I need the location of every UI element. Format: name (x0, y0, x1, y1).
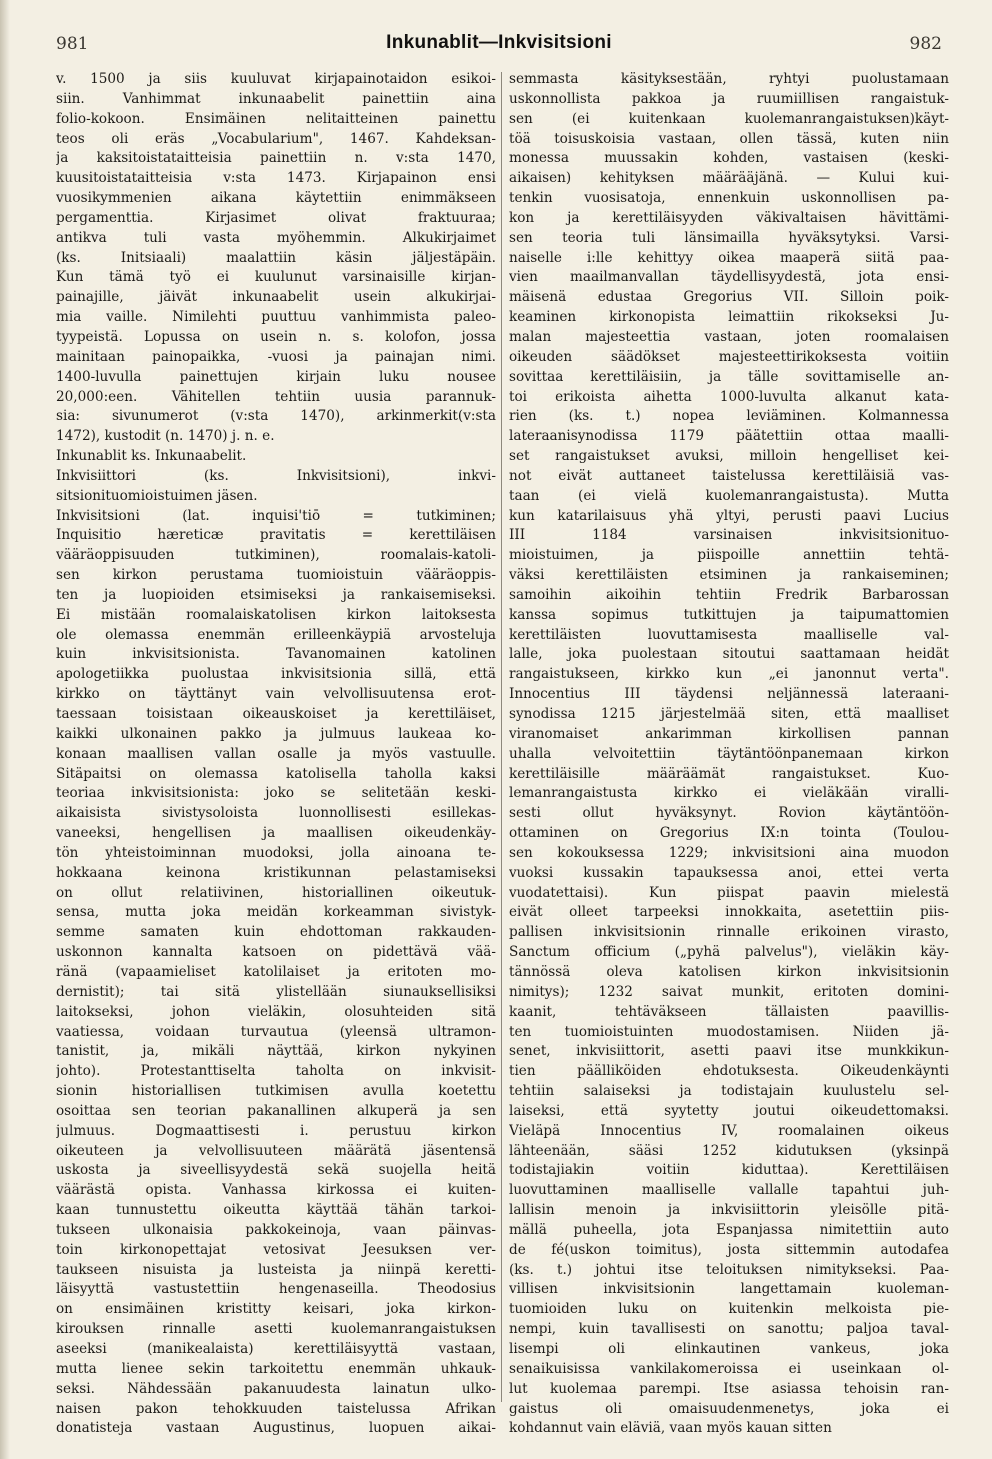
text-line: Sanctum officium („pyhä palvelus"), vieläkin käy- (509, 944, 949, 961)
text-line: hokkaana keinona kristikunnan pelastamiseksi (56, 864, 496, 881)
page-header (52, 32, 946, 60)
text-line: vuosikymmenien aikana käytettiin enimmäkseen (56, 190, 496, 207)
text-line: vien maailmanvallan täydellisyydestä, jota ensi- (509, 269, 949, 286)
text-line: on ollut relatiivinen, historiallinen oikeutuk- (56, 884, 496, 901)
text-line: nimitys); 1232 saivat munkit, eritoten domini- (509, 983, 949, 1000)
text-line: kohdannut vain eläviä, vaan myös kauan sitten (509, 1420, 832, 1437)
text-line: laitokseksi, johon vieläkin, olosuhteiden sitä (56, 1003, 496, 1020)
text-line: tyypeistä. Lopussa on usein n. s. kolofon, jossa (56, 328, 496, 345)
text-line: vaatiessa, voidaan turvautua (yleensä ultramon- (56, 1023, 496, 1040)
page-number-right: 982 (909, 34, 942, 54)
text-line: 20,000:een. Vähitellen tehtiin uusia parannuk- (56, 388, 496, 405)
text-line: Innocentius III täydensi neljännessä lateraani- (509, 686, 949, 703)
text-line: senet, inkvisiittorit, asetti paavi itse munkkikun- (509, 1043, 949, 1060)
text-line: sesti ollut hyväksynyt. Rovion käytäntöön- (509, 805, 949, 822)
text-line: ten tuomioistuinten muodostamisen. Niiden jä- (509, 1023, 949, 1040)
text-line: semmasta käsityksestään, ryhtyi puolustamaan (509, 71, 949, 87)
text-line: taan (ei vielä kuolemanrangaistusta). Mutta (509, 487, 949, 504)
text-line: donatisteja vastaan Augustinus, luopuen aikai- (56, 1420, 496, 1437)
text-line: tön yhteistoiminnan muodoksi, jolla ainoana te- (56, 844, 496, 861)
text-line: sen kirkon perustama tuomioistuin vääräoppis- (56, 567, 496, 584)
text-line: Sitäpaitsi on olemassa katolisella taholla kaksi (56, 765, 496, 782)
text-line: de fé(uskon toimitus), josta sittemmin autodafea (509, 1241, 949, 1258)
text-line: läisyyttä vastustettiin hengenaseilla. Theodosius (56, 1281, 496, 1298)
text-line: luovuttaminen maalliselle vallalle tapahtui juh- (509, 1182, 949, 1199)
page-spine-shadow (0, 0, 10, 1459)
text-line: mutta lienee sekin tarkoitettu enemmän uhkauk- (56, 1360, 496, 1377)
text-line: dernistit); tai sitä ylistellään siunauksellisiksi (56, 983, 496, 1000)
text-line: (ks. Initsiaali) maalattiin käsin jäljestäpäin. (56, 249, 496, 266)
text-line: tukseen ulkonaisia pakkokeinoja, vaan päinvas- (56, 1221, 496, 1238)
text-line: Inkunablit ks. Inkunaabelit. (56, 448, 247, 465)
text-line: ja kaksitoistataitteisia painettiin n. v:sta 1470, (56, 150, 496, 167)
right-text-column (509, 70, 949, 1439)
text-line: set rangaistukset avuksi, milloin hengelliset kei- (509, 448, 949, 465)
text-line: monessa muussakin kohden, vastaisen (keski- (509, 150, 949, 167)
text-line: lisempi oli elinkautinen vankeus, joka (509, 1341, 949, 1357)
text-line: taukseen nisuista ja lusteista ja niinpä keretti- (56, 1261, 496, 1278)
left-text-column (56, 70, 496, 1439)
text-line: pallisen inkvisitsionin rinnalle erikoinen virasto, (509, 924, 949, 941)
text-line: taessaan toisistaan oikeauskoiset ja kerettiläiset, (56, 706, 496, 722)
text-line: ole olemassa enemmän erilleenkäypiä arvosteluja (56, 626, 496, 643)
running-head-title: Inkunablit—Inkvisitsioni (386, 32, 612, 53)
text-line: sen kokouksessa 1229; inkvisitsioni aina muodon (509, 844, 949, 861)
text-line: malan majesteettia vastaan, joten roomalaisen (509, 328, 949, 345)
text-line: kirkko on täyttänyt vain velvollisuutensa erot- (56, 686, 496, 703)
text-line: lalle, joka puolestaan sitoutui saattamaan heidät (509, 646, 949, 663)
text-line: Kun tämä työ ei kuulunut varsinaisille kirjan- (56, 269, 496, 286)
text-line: vuoksi kussakin tapauksessa anoi, ettei verta (509, 864, 949, 881)
text-line: osoittaa sen teorian pakanallinen alkuperä ja sen (56, 1102, 496, 1119)
text-line: senaikuisissa vankilakomeroissa ei useinkaan ol- (509, 1360, 949, 1377)
text-line: samoihin aikoihin tehtiin Fredrik Barbarossan (509, 586, 949, 603)
text-line: pergamenttia. Kirjasimet olivat fraktuuraa; (56, 209, 496, 226)
text-line: gaistus oli omaisuudenmenetys, joka ei (509, 1400, 949, 1417)
text-line: v. 1500 ja siis kuuluvat kirjapainotaidon esikoi- (56, 71, 496, 87)
text-line: naisen pakon tehokkuuden taistelussa Afrikan (56, 1400, 496, 1417)
text-line: toi erikoista aihetta 1000-luvulta alkanut kata- (509, 388, 949, 405)
text-line: not eivät auttaneet taistelussa kerettiläisiä vas- (509, 467, 949, 484)
text-line: synodissa 1215 järjestelmää siten, että maalliset (509, 706, 949, 722)
page-number-left: 981 (56, 34, 89, 54)
text-line: tien päälliköiden ehdotuksesta. Oikeudenkäynti (509, 1063, 949, 1080)
text-line: sia: sivunumerot (v:sta 1470), arkinmerkit(v:sta (56, 408, 496, 425)
text-line: painajille, jäivät inkunaabelit usein alkukirjai- (56, 289, 496, 306)
text-line: 1472), kustodit (n. 1470) j. n. e. (56, 428, 275, 445)
text-line: laiseksi, että syytetty joutui oikeudettomaksi. (509, 1102, 949, 1119)
text-line: väärästä opista. Vanhassa kirkossa ei kuiten- (56, 1182, 496, 1199)
text-line: mainitaan painopaikka, -vuosi ja painajan nimi. (56, 348, 496, 365)
text-line: kaikki ulkonainen pakko ja julmuus laukeaa ko- (56, 725, 496, 742)
text-line: julmuus. Dogmaattisesti i. perustuu kirkon (56, 1122, 496, 1139)
text-line: tenkin vuosisatoja, ennenkuin uskonnollisen pa- (509, 190, 949, 207)
text-line: aseeksi (manikealaista) kerettiläisyyttä vastaan, (56, 1341, 496, 1357)
text-line: johto). Protestanttiselta taholta on inkvisit- (56, 1063, 496, 1080)
text-line: seksi. Nähdessään pakanuudesta lainatun ulko- (56, 1380, 496, 1397)
text-line: villisen inkvisitsionin langettamain kuoleman- (509, 1281, 949, 1298)
text-line: kon ja kerettiläisyyden väkivaltaisen hävittämi- (509, 209, 949, 226)
text-line: uhalla velvoitettiin täytäntöönpanemaan kirkon (509, 745, 949, 762)
text-line: on ensimäinen kristitty keisari, joka kirkon- (56, 1301, 496, 1318)
column-divider (501, 72, 502, 1402)
text-line: rien (ks. t.) nopea leviäminen. Kolmannessa (509, 408, 949, 425)
text-line: naiselle i:lle kehittyy oikea maaperä siitä paa- (509, 249, 949, 266)
text-line: väksi kerettiläisten etsiminen ja rankaiseminen; (509, 567, 949, 584)
text-line: Vieläpä Innocentius IV, roomalainen oikeus (509, 1122, 949, 1139)
text-line: lut kuolemaa parempi. Itse asiassa tehoisin ran- (509, 1380, 949, 1397)
text-line: Ei mistään roomalaiskatolisen kirkon laitoksesta (56, 606, 496, 623)
text-line: oikeuteen ja velvollisuuteen määrätä jäsentensä (56, 1142, 496, 1159)
text-line: ten ja luopioiden etsimiseksi ja rankaisemiseksi. (56, 586, 496, 603)
text-line: siin. Vanhimmat inkunaabelit painettiin aina (56, 90, 496, 107)
text-line: lähteenään, sääsi 1252 kidutuksen (yksinpä (509, 1142, 949, 1159)
text-line: sen teoria tuli länsimailla hyväksytyksi. Varsi- (509, 229, 949, 246)
text-line: todistajiakin voitiin kiduttaa). Kerettiläisen (509, 1162, 949, 1179)
text-line: kerettiläisten luovuttamisesta maalliselle val- (509, 626, 949, 643)
text-line: töä toisuskoisia vastaan, ollen tässä, kuten niin (509, 130, 949, 147)
text-line: mäisenä edustaa Gregorius VII. Silloin poik- (509, 289, 949, 306)
text-line: Inquisitio hæreticæ pravitatis = kerettiläisen (56, 527, 496, 544)
text-line: vuodatettaisi). Kun piispat paavin mielestä (509, 884, 949, 901)
text-line: vääräoppisuuden tutkiminen), roomalais-katoli- (56, 547, 496, 564)
text-line: kerettiläisille määräämät rangaistukset. Kuo- (509, 765, 949, 782)
text-line: sensa, mutta joka meidän korkeamman sivistyk- (56, 904, 496, 921)
text-line: (ks. t.) johtui itse teloituksen nimitykseksi. Paa- (509, 1261, 949, 1278)
text-line: kirouksen rinnalle asetti kuolemanrangaistuksen (56, 1321, 496, 1338)
text-line: keaminen kirkonopista leimattiin rikokseksi Ju- (509, 309, 949, 326)
text-line: kuin inkvisitsionista. Tavanomainen katolinen (56, 646, 496, 663)
text-line: sen (ei kuitenkaan kuolemanrangaistuksen)käyt- (509, 110, 949, 127)
text-line: lemanrangaistusta kirkko ei vieläkään viralli- (509, 785, 949, 802)
text-line: toin kirkonopettajat vetosivat Jeesuksen ver- (56, 1241, 496, 1258)
text-line: tännössä oleva katolisen kirkon inkvisitsionin (509, 963, 949, 980)
text-line: tanistit, ja, mikäli näyttää, kirkon nykyinen (56, 1043, 496, 1060)
text-line: mia vaille. Nimilehti puuttuu vanhimmista paleo- (56, 309, 496, 326)
text-line: kun katarilaisuus yhä yltyi, perusti paavi Lucius (509, 507, 949, 524)
text-line: mioistuimen, ja piispoille annettiin tehtä- (509, 547, 949, 564)
text-line: folio-kokoon. Ensimäinen nelitaitteinen painettu (56, 110, 496, 127)
text-line: sionin historiallisen tutkimisen avulla koetettu (56, 1083, 496, 1100)
text-line: kaanit, tehtäväkseen tällaisten paavillis- (509, 1003, 949, 1020)
text-line: apologetiikka puolustaa inkvisitsionia sillä, että (56, 666, 496, 683)
text-line: ränä (vapaamieliset katolilaiset ja eritoten mo- (56, 963, 496, 980)
text-line: teos oli eräs „Vocabularium", 1467. Kahdeksan- (56, 130, 496, 147)
text-line: eivät olleet tarpeeksi innokkaita, asetettiin piis- (509, 904, 949, 921)
text-line: aikaisista sivistysoloista luonnollisesti esillekas- (56, 805, 496, 822)
text-line: rangaistukseen, kirkko kun „ei janonnut verta". (509, 666, 949, 683)
text-line: uskonnollista pakkoa ja ruumiillisen rangaistuk- (509, 90, 949, 107)
text-line: III 1184 varsinaisen inkvisitsionituo- (509, 527, 949, 544)
text-line: sitsionituomioistuimen jäsen. (56, 487, 258, 504)
text-line: antikva tuli vasta myöhemmin. Alkukirjaimet (56, 229, 496, 246)
text-line: ottaminen on Gregorius IX:n tointa (Toulou- (509, 825, 949, 842)
text-line: nempi, kuin tavallisesti on sanottu; paljoa taval- (509, 1321, 949, 1338)
text-line: aikaisen) kehityksen määrääjänä. — Kului kui- (509, 170, 949, 187)
text-line: Inkvisiittori (ks. Inkvisitsioni), inkvi- (56, 467, 496, 484)
text-line: viranomaiset ankarimman kirkollisen pannan (509, 725, 949, 742)
text-line: konaan maallisen vallan osalle ja myös vastuulle. (56, 745, 496, 762)
text-line: kuusitoistataitteisia v:sta 1473. Kirjapainon ensi (56, 170, 496, 187)
text-line: 1400-luvulla painettujen kirjain luku nousee (56, 368, 496, 385)
text-line: sovittaa kerettiläisiin, ja tälle sovittamiselle an- (509, 368, 949, 385)
text-line: vaneeksi, hengellisen ja maallisen oikeudenkäy- (56, 825, 496, 842)
text-line: oikeuden säädökset majesteettirikoksesta voitiin (509, 348, 949, 365)
text-line: lallisin menoin ja inkvisiittorin yleisölle pitä- (509, 1202, 949, 1219)
text-line: tuomioiden luku on kuitenkin melkoista pie- (509, 1301, 949, 1318)
text-line: semme samaten kuin ehdottoman rakkauden- (56, 924, 496, 941)
text-line: lateraanisynodissa 1179 päätettiin ottaa maalli- (509, 428, 949, 445)
text-line: tehtiin salaiseksi ja todistajain kuulustelu sel- (509, 1083, 949, 1100)
text-line: mällä puheella, jota Espanjassa nimitettiin auto (509, 1221, 949, 1238)
text-line: kanssa sopimus tutkittujen ja taipumattomien (509, 606, 949, 623)
text-line: uskosta ja siveellisyydestä sekä suojella heitä (56, 1162, 496, 1179)
text-line: kaan tunnustettu oikeutta käyttää tähän tarkoi- (56, 1202, 496, 1219)
text-line: teoriaa inkvisitsionista: joko se selitetään keski- (56, 785, 496, 802)
text-line: Inkvisitsioni (lat. inquisi'tiō = tutkiminen; (56, 507, 496, 524)
text-line: uskonnon kannalta katsoen on pidettävä vää- (56, 944, 496, 961)
